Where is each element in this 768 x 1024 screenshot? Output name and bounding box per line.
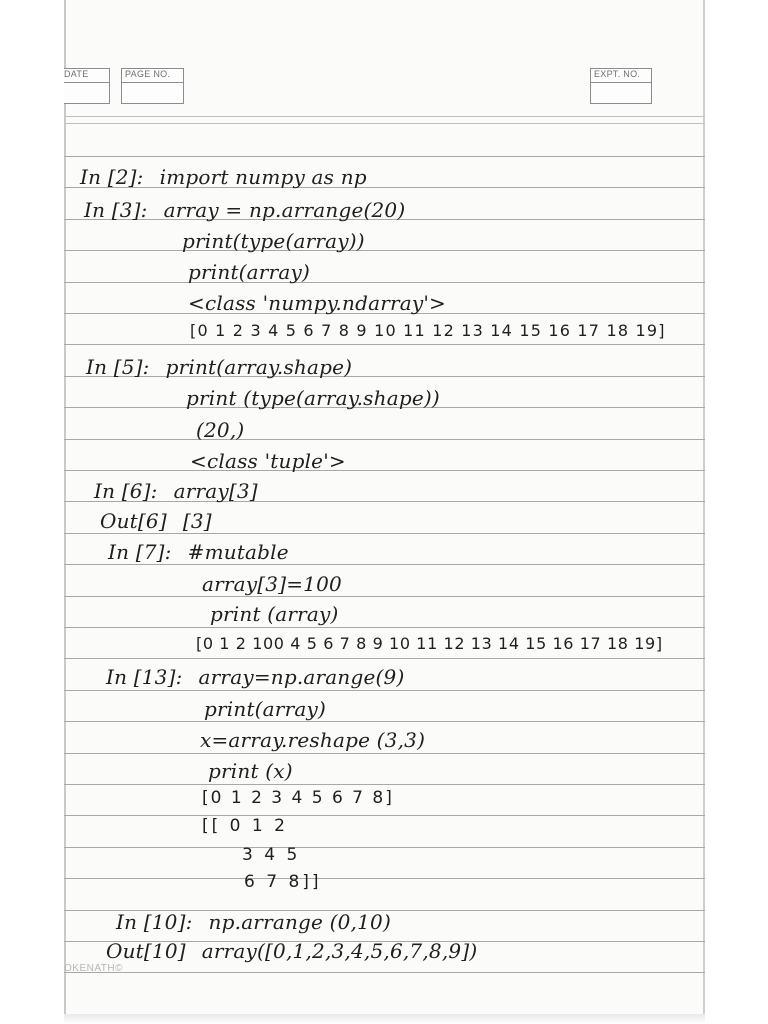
ruled-line	[64, 784, 705, 785]
notebook-page	[64, 0, 705, 1024]
right-background	[705, 0, 768, 1024]
date-box	[64, 68, 110, 104]
ruled-line	[64, 847, 705, 848]
date-box-divider	[64, 82, 109, 83]
note-line: In [13]: array=np.arange(9)	[106, 665, 405, 689]
ruled-line	[64, 282, 705, 283]
note-line: In [2]: import numpy as np	[80, 165, 367, 189]
page-no-box	[121, 68, 184, 104]
ruled-line	[64, 116, 705, 117]
ruled-line	[64, 878, 705, 879]
page-no-label: PAGE NO.	[125, 69, 171, 79]
note-line: 6 7 8]]	[244, 872, 322, 892]
ruled-line	[64, 344, 705, 345]
page-bottom-shadow	[64, 1014, 705, 1024]
note-line: Out[10] array([0,1,2,3,4,5,6,7,8,9])	[106, 939, 478, 963]
ruled-line	[64, 815, 705, 816]
watermark: OKENATH©	[64, 963, 123, 974]
note-line: print(array)	[204, 697, 326, 721]
note-line: [0 1 2 100 4 5 6 7 8 9 10 11 12 13 14 15 16 17 18 19]	[196, 634, 663, 653]
note-line: In [5]: print(array.shape)	[86, 355, 353, 379]
note-line: In [3]: array = np.arrange(20)	[84, 198, 406, 222]
note-line: array[3]=100	[202, 572, 342, 596]
ruled-line	[64, 156, 705, 157]
note-line: print(type(array))	[182, 229, 365, 253]
note-line: [[ 0 1 2	[202, 816, 288, 836]
ruled-line	[64, 690, 705, 691]
ruled-line	[64, 250, 705, 251]
note-line: <class 'tuple'>	[190, 449, 346, 473]
ruled-line	[64, 721, 705, 722]
ruled-line	[64, 439, 705, 440]
note-line: [0 1 2 3 4 5 6 7 8 9 10 11 12 13 14 15 16 17 18 19]	[190, 321, 666, 340]
note-line: <class 'numpy.ndarray'>	[188, 291, 446, 315]
note-line: [0 1 2 3 4 5 6 7 8]	[202, 788, 394, 808]
note-line: print(array)	[188, 260, 310, 284]
expt-no-label: EXPT. NO.	[594, 69, 641, 79]
page-no-box-divider	[122, 82, 183, 83]
ruled-line	[64, 658, 705, 659]
ruled-line	[64, 596, 705, 597]
note-line: print (type(array.shape))	[186, 386, 440, 410]
left-background	[0, 0, 64, 1024]
note-line: print (x)	[208, 759, 293, 783]
ruled-line	[64, 753, 705, 754]
expt-no-box-divider	[591, 82, 651, 83]
note-line: In [7]: #mutable	[108, 540, 289, 564]
note-line: Out[6] [3]	[100, 509, 212, 533]
note-line: print (array)	[210, 602, 339, 626]
date-label: DATE	[64, 69, 89, 79]
ruled-line	[64, 564, 705, 565]
ruled-line	[64, 470, 705, 471]
note-line: (20,)	[196, 418, 245, 442]
ruled-line	[64, 972, 705, 973]
note-line: x=array.reshape (3,3)	[200, 728, 426, 752]
note-line: 3 4 5	[242, 845, 301, 865]
note-line: In [6]: array[3]	[94, 479, 258, 503]
ruled-line	[64, 123, 705, 124]
ruled-line	[64, 533, 705, 534]
note-line: In [10]: np.arrange (0,10)	[116, 910, 391, 934]
expt-no-box	[590, 68, 652, 104]
ruled-line	[64, 627, 705, 628]
